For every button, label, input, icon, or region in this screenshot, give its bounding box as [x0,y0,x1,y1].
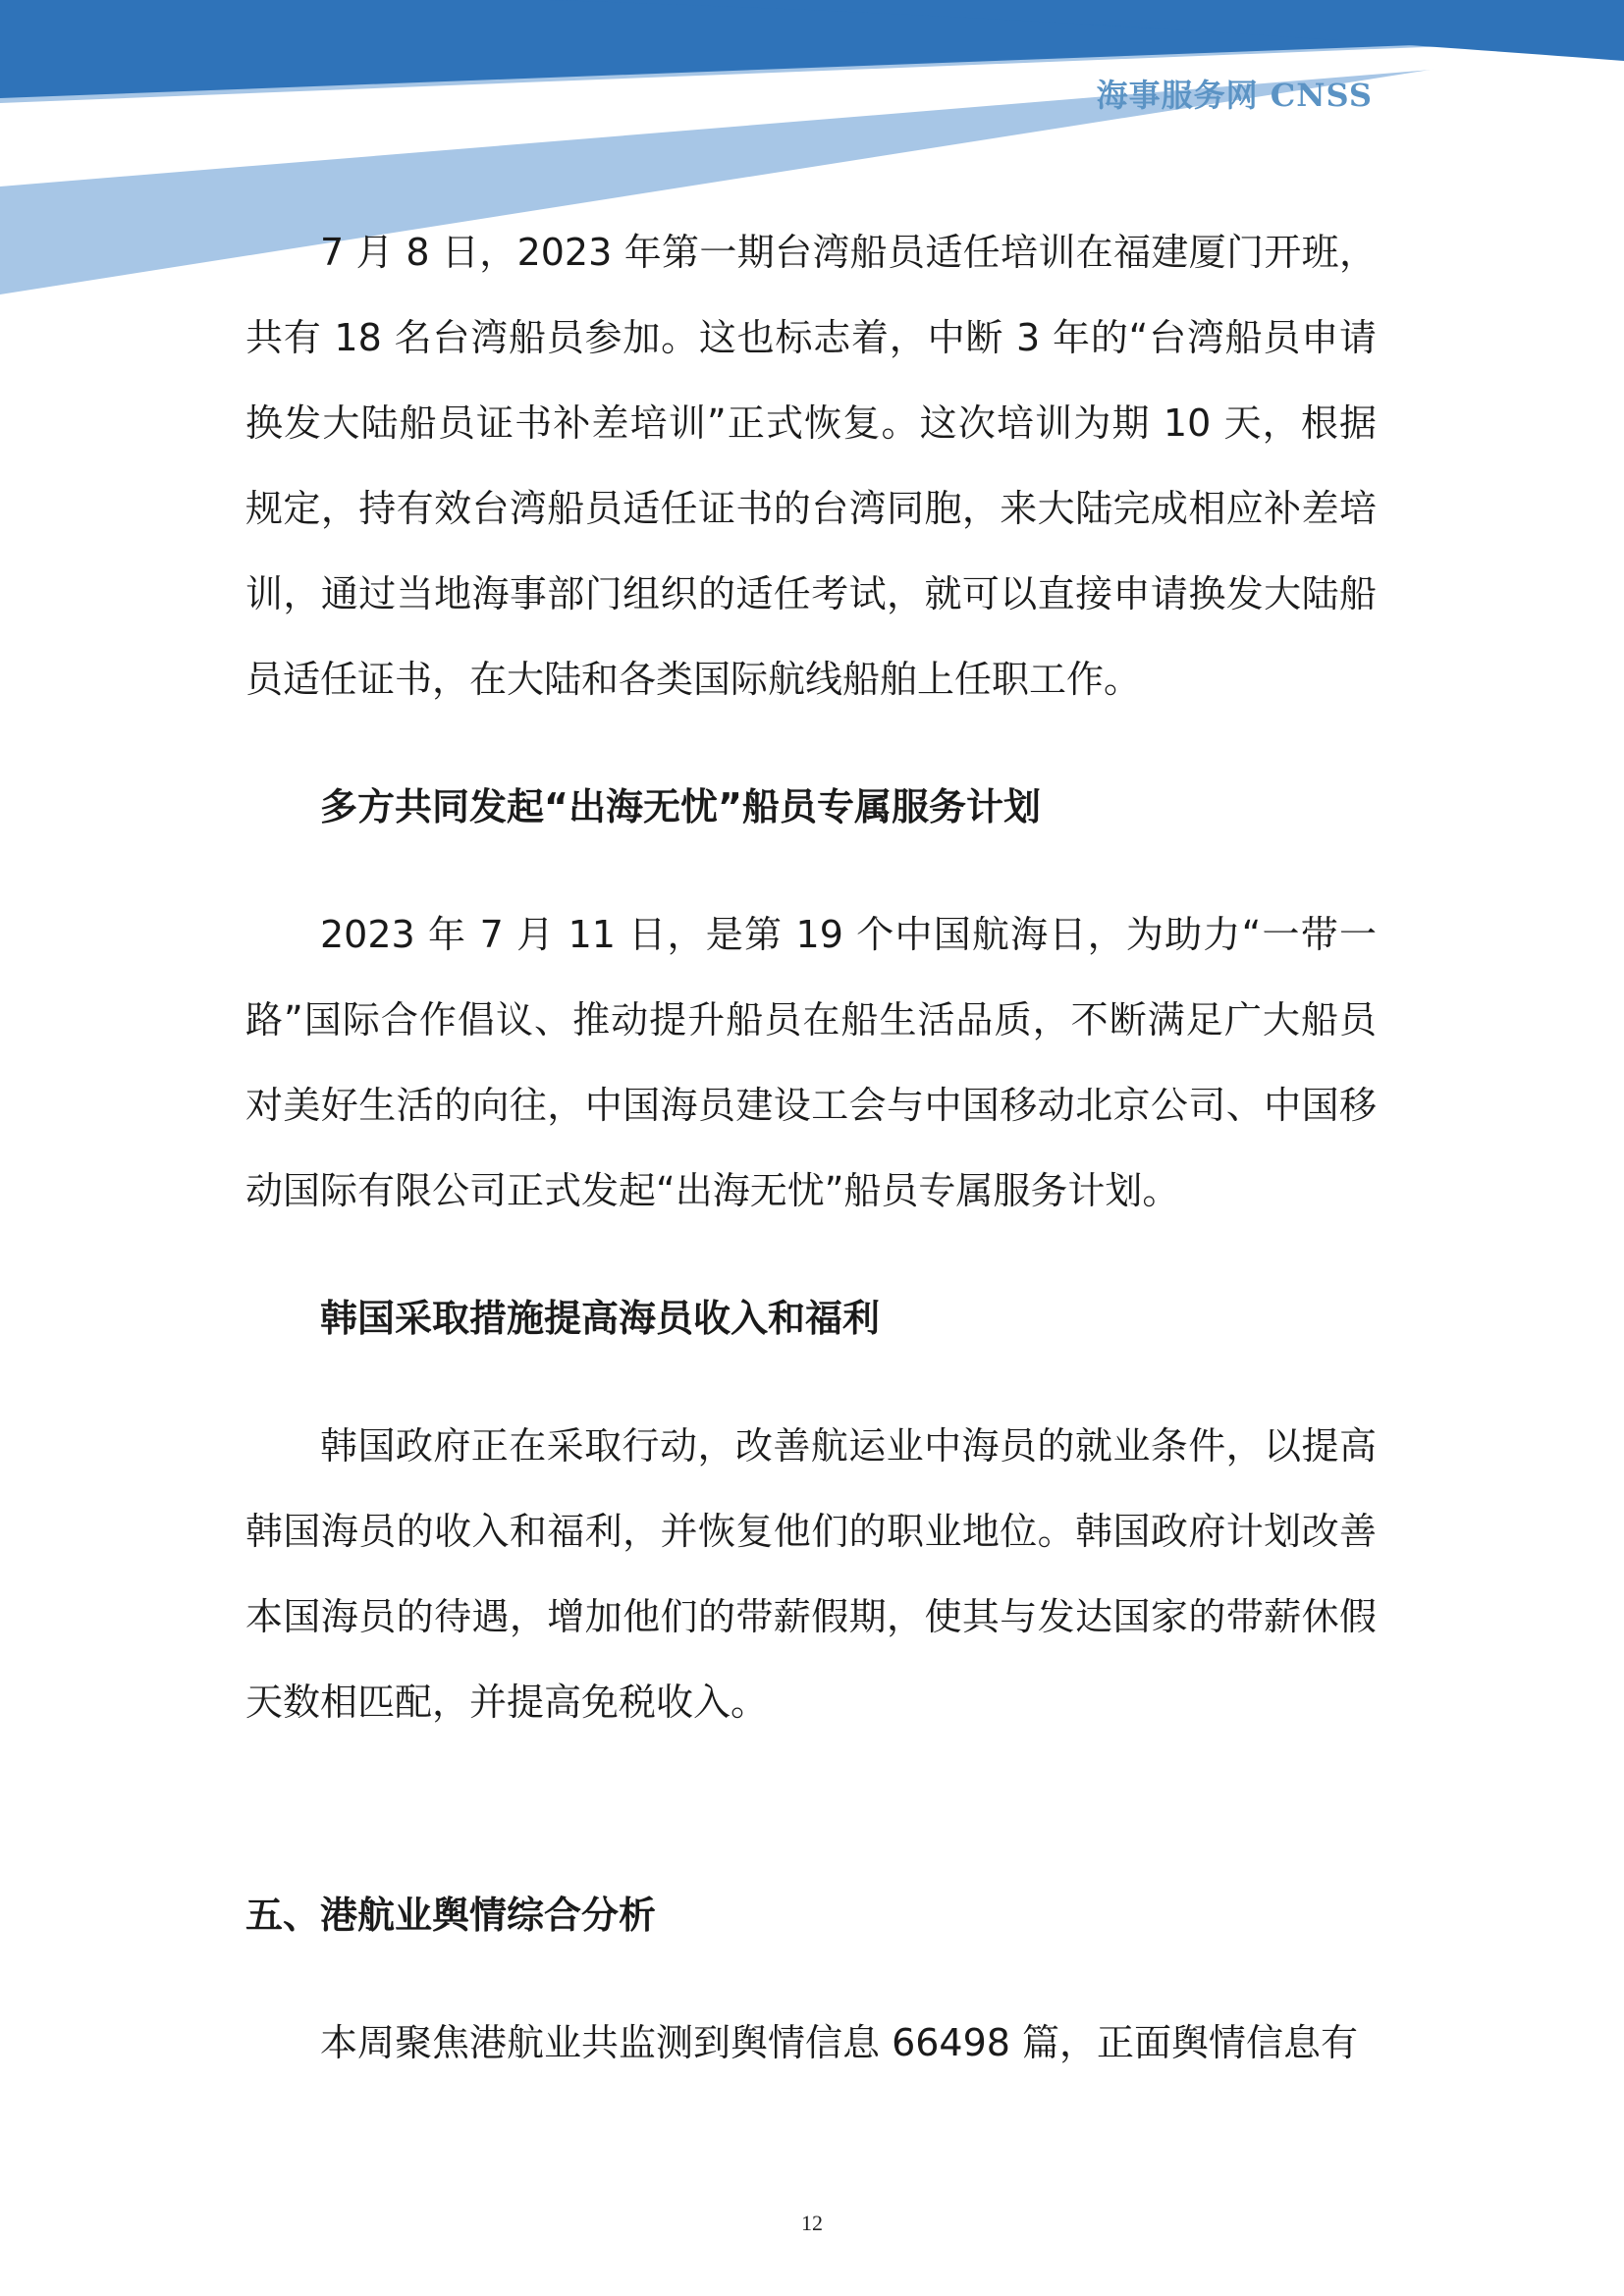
subheading-korea-seafarers: 韩国采取措施提高海员收入和福利 [320,1297,881,1340]
paragraph-taiwan-crew-training: 7 月 8 日，2023 年第一期台湾船员适任培训在福建厦门开班，共有 18 名台湾船员参加。这也标志着，中断 3 年的“台湾船员申请换发大陆船员证书补差培训”正式恢复。这次培训为期 10 天，根据规定，持有效台湾船员适任证书的台湾同胞，来大陆完成相应补差培训，通过当地海事部门组织的适任考试，就可以直接申请换发大陆船员适任证书，在大陆和各类国际航线船舶上任职工作。 [245,231,1377,701]
page-number: 12 [801,2211,823,2235]
section-heading-public-opinion: 五、港航业舆情综合分析 [245,1894,657,1937]
article-body [245,210,1377,2086]
paragraph-opinion-summary: 本周聚焦港航业共监测到舆情信息 66498 篇，正面舆情信息有 [320,2021,1359,2064]
subheading-crew-service-plan: 多方共同发起“出海无忧”船员专属服务计划 [320,785,1041,828]
paragraph-korea-measures: 韩国政府正在采取行动，改善航运业中海员的就业条件，以提高韩国海员的收入和福利，并恢复他们的职业地位。韩国政府计划改善本国海员的待遇，增加他们的带薪假期，使其与发达国家的带薪休假天数相匹配，并提高免税收入。 [245,1424,1377,1724]
brand-label: 海事服务网 CNSS [1096,77,1373,114]
paragraph-navigation-day: 2023 年 7 月 11 日，是第 19 个中国航海日，为助力“一带一路”国际合作倡议、推动提升船员在船生活品质，不断满足广大船员对美好生活的向往，中国海员建设工会与中国移动北京公司、中国移动国际有限公司正式发起“出海无忧”船员专属服务计划。 [245,913,1377,1212]
